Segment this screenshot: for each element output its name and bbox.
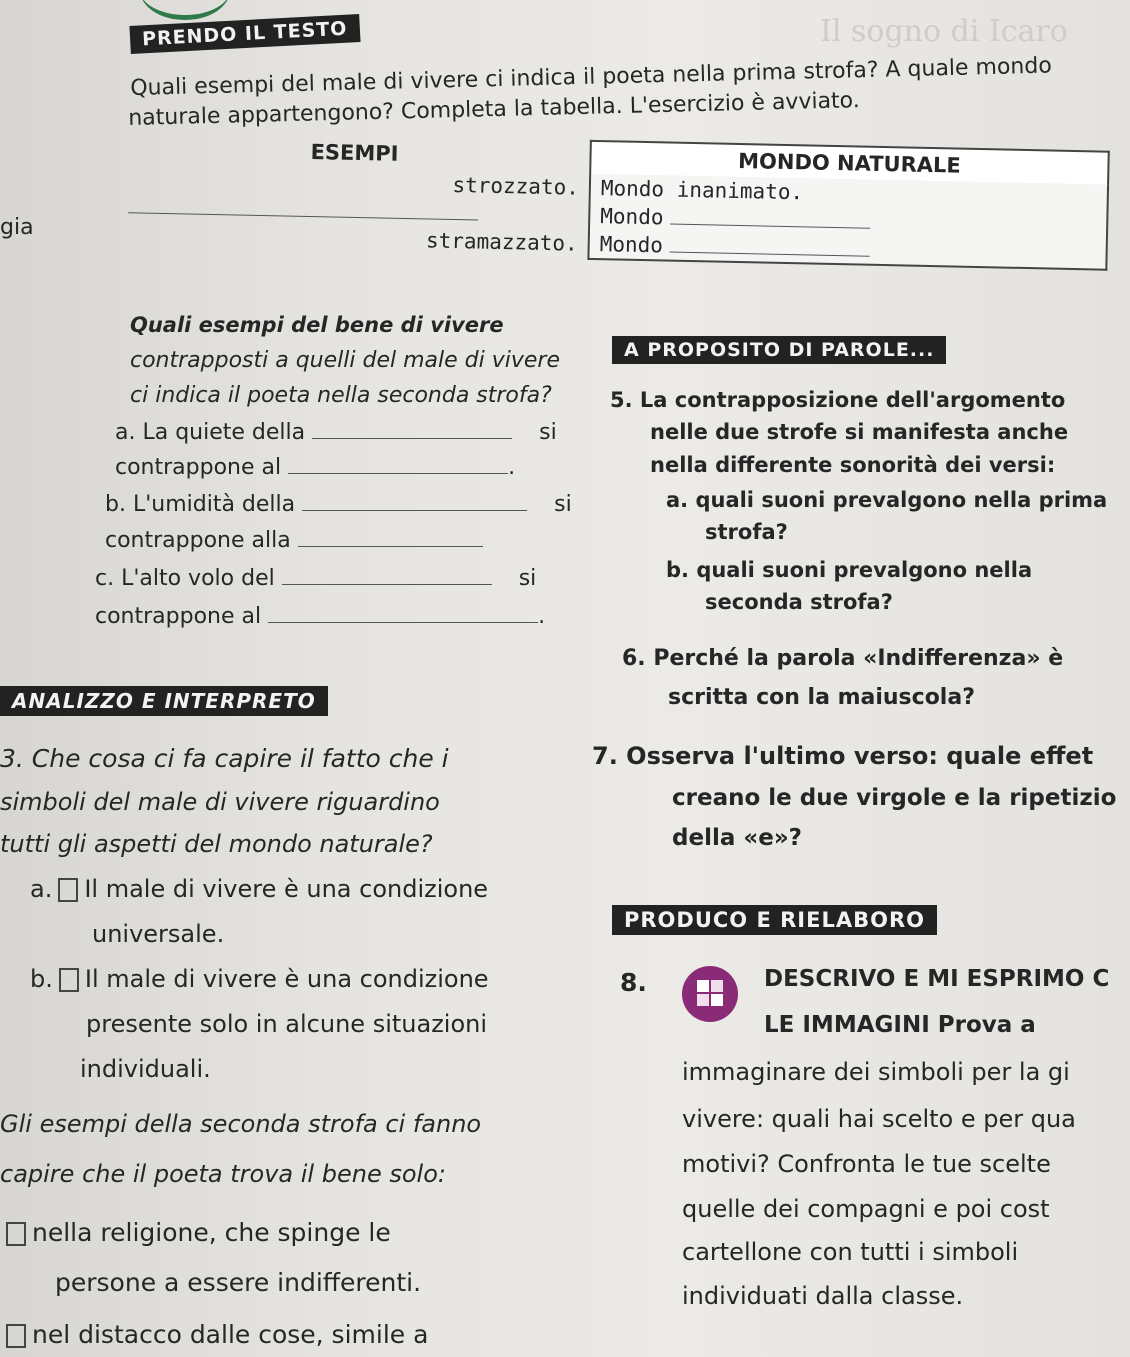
q2-b-contrappone: contrappone alla [105, 528, 291, 553]
q2-b-line2 [105, 528, 483, 553]
q5-a-line1: a. quali suoni prevalgono nella prima [666, 488, 1108, 512]
q2-c-line1 [95, 566, 536, 591]
q4-option-2-text: nel distacco dalle cose, simile a [32, 1320, 429, 1349]
q3-line2: simboli del male di vivere riguardino [0, 788, 440, 816]
q8-line1: DESCRIVO E MI ESPRIMO C [764, 966, 1110, 992]
q8-line5: motivi? Confronta le tue scelte [682, 1150, 1051, 1178]
answer-blank[interactable] [298, 546, 483, 547]
q4-line2: capire che il poeta trova il bene solo: [0, 1160, 446, 1188]
q8-line4: vivere: quali hai scelto e per qua [682, 1105, 1076, 1133]
q2-c-contrappone: contrappone al [95, 604, 262, 629]
section-tag-proposito: A PROPOSITO DI PAROLE... [612, 336, 946, 364]
q3-option-a-cont: universale. [92, 920, 225, 948]
q6-line2: scritta con la maiuscola? [668, 685, 975, 710]
q2-line2: contrapposti a quelli del male di vivere [130, 348, 560, 373]
answer-blank[interactable] [268, 622, 538, 623]
q3-option-a-text: Il male di vivere è una condizione [84, 875, 489, 903]
q2-a-label: a. La quiete della [115, 420, 306, 445]
q7-line2: creano le due virgole e la ripetizio [672, 785, 1117, 811]
q5-line3: nella differente sonorità dei versi: [650, 453, 1056, 477]
q2-line1: Quali esempi del bene di vivere [130, 313, 504, 337]
checkbox[interactable] [6, 1222, 26, 1246]
q2-c-si: si [518, 566, 537, 591]
q8-line7: cartellone con tutti i simboli [682, 1238, 1019, 1266]
q2-a-contrappone: contrappone al [115, 455, 282, 480]
q5-b-line1: b. quali suoni prevalgono nella [666, 558, 1033, 582]
q3-line3: tutti gli aspetti del mondo naturale? [0, 830, 433, 858]
answer-blank[interactable] [302, 510, 527, 511]
checkbox[interactable] [59, 968, 79, 992]
answer-blank[interactable] [312, 438, 512, 439]
q3-option-a-letter: a. [30, 875, 53, 903]
q5-line1: 5. La contrapposizione dell'argomento [610, 388, 1066, 412]
q4-option-1 [0, 1218, 391, 1247]
q3-option-b-letter: b. [30, 965, 53, 993]
table-cell-example: stramazzato. [425, 228, 578, 256]
table-header-mondo: MONDO NATURALE [590, 141, 1109, 185]
q8-line8: individuati dalla classe. [682, 1282, 964, 1310]
q5-line2: nelle due strofe si manifesta anche [650, 420, 1069, 444]
q2-c-line2: contrappone al . [95, 604, 546, 629]
table-header-esempi: ESEMPI [310, 139, 399, 166]
q2-a-line1 [115, 420, 557, 445]
q1-line2: naturale appartengono? Completa la tabella. L'esercizio è avviato. [128, 88, 861, 131]
margin-word: gia [0, 215, 34, 240]
q4-option-2 [0, 1320, 428, 1349]
faded-backprint: Il sogno di Icaro [820, 14, 1068, 49]
answer-blank[interactable] [282, 584, 492, 585]
table-cell-world: Mondo [600, 204, 664, 230]
section-tag-produco: PRODUCO E RIELABORO [612, 905, 937, 935]
q1-line1: Quali esempi del male di vivere ci indica il poeta nella prima strofa? A quale mondo [130, 53, 1053, 101]
q7-line1: 7. Osserva l'ultimo verso: quale effet [592, 742, 1094, 770]
q3-option-b-cont1: presente solo in alcune situazioni [86, 1010, 488, 1038]
puzzle-logo-icon [680, 958, 740, 1028]
q2-a-line2: contrappone al . [115, 455, 516, 480]
section-tag-comprendo: PRENDO IL TESTO [129, 14, 360, 54]
q8-line6: quelle dei compagni e poi cost [682, 1195, 1050, 1223]
checkbox[interactable] [6, 1324, 26, 1348]
q4-option-1-cont: persone a essere indifferenti. [55, 1268, 422, 1297]
q2-line3: ci indica il poeta nella seconda strofa? [130, 383, 552, 408]
q4-line1: Gli esempi della seconda strofa ci fanno [0, 1110, 482, 1138]
checkbox[interactable] [58, 878, 78, 902]
q2-a-si: si [539, 420, 557, 445]
section-tag-analizzo: ANALIZZO E INTERPRETO [0, 686, 328, 716]
q3-option-a [30, 875, 488, 903]
q4-option-1-text: nella religione, che spinge le [32, 1218, 391, 1247]
q5-b-line2: seconda strofa? [705, 590, 893, 614]
q3-line1: 3. Che cosa ci fa capire il fatto che i [0, 744, 449, 773]
q8-line2: LE IMMAGINI Prova a [764, 1012, 1036, 1038]
answer-blank[interactable] [670, 224, 870, 229]
q3-option-b-text: Il male di vivere è una condizione [84, 965, 489, 993]
table-cell-world: Mondo inanimato. [600, 176, 804, 205]
q3-option-b [30, 965, 489, 993]
q8-line3: immaginare dei simboli per la gi [682, 1058, 1070, 1086]
q2-b-si: si [554, 492, 572, 517]
q2-c-label: c. L'alto volo del [95, 566, 275, 591]
answer-blank[interactable] [288, 473, 508, 474]
q2-b-label: b. L'umidità della [105, 492, 296, 517]
answer-blank[interactable] [669, 252, 869, 257]
q3-option-b-cont2: individuali. [80, 1055, 211, 1083]
corner-arc-decoration [140, 0, 230, 20]
q6-line1: 6. Perché la parola «Indifferenza» è [622, 646, 1064, 671]
examples-table [117, 130, 1109, 271]
q8-number: 8. [620, 968, 647, 997]
q7-line3: della «e»? [672, 825, 803, 851]
table-cell-example: strozzato. [452, 172, 580, 200]
table-cell-world: Mondo [599, 232, 664, 258]
answer-blank[interactable] [128, 212, 478, 220]
q2-b-line1 [105, 492, 572, 517]
q5-a-line2: strofa? [705, 520, 788, 544]
